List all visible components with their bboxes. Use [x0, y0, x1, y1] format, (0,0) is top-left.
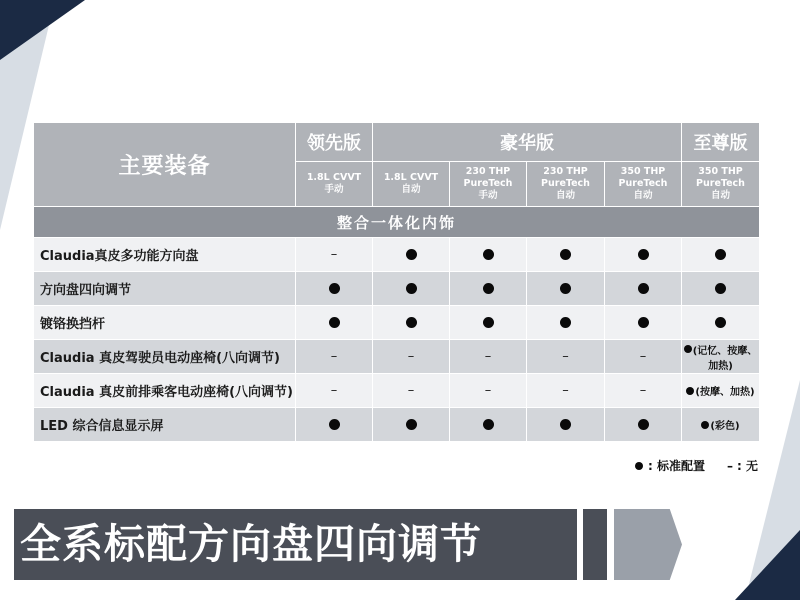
standard-dot-icon [560, 317, 571, 328]
trim-transmission: 自动 [710, 190, 730, 201]
legend-none-symbol: – [727, 458, 734, 473]
caption-stripe-dark [583, 509, 607, 580]
not-available-dash: – [484, 349, 492, 364]
trim-cell [296, 408, 373, 442]
standard-dot-icon [684, 345, 692, 353]
trim-header-6 [682, 162, 760, 207]
trim-cell [373, 306, 450, 340]
trim-header-3 [450, 162, 527, 207]
standard-dot-icon [715, 249, 726, 260]
standard-dot-icon [686, 387, 694, 395]
trim-engine-sub: PureTech [463, 178, 513, 189]
trim-header-4 [527, 162, 605, 207]
standard-dot-icon [406, 283, 417, 294]
caption-banner: 全系标配方向盘四向调节 [14, 509, 577, 580]
trim-engine: 230 THP [465, 166, 511, 177]
feature-label: Claudia 真皮前排乘客电动座椅(八向调节) [34, 374, 296, 408]
feature-label: Claudia真皮多功能方向盘 [34, 238, 296, 272]
equipment-note: (按摩、加热) [695, 387, 755, 398]
legend [635, 457, 758, 474]
trim-cell [682, 374, 760, 408]
caption-arrow-stripe [614, 509, 682, 580]
standard-dot-icon [483, 419, 494, 430]
trim-cell [605, 238, 682, 272]
standard-dot-icon [638, 283, 649, 294]
not-available-dash: – [407, 383, 415, 398]
table-row [34, 408, 760, 442]
standard-dot-icon [406, 317, 417, 328]
trim-cell [373, 238, 450, 272]
trim-cell [682, 340, 760, 374]
equipment-note: (记忆、按摩、加热) [692, 345, 758, 372]
trim-engine: 1.8L CVVT [306, 172, 362, 183]
standard-dot-icon [483, 283, 494, 294]
standard-dot-icon [560, 419, 571, 430]
standard-dot-icon [560, 283, 571, 294]
trim-engine: 230 THP [543, 166, 588, 177]
trim-header-1 [296, 162, 373, 207]
group-header-supreme: 至尊版 [682, 123, 760, 162]
not-available-dash: – [639, 349, 647, 364]
trim-engine-sub: PureTech [696, 178, 745, 189]
trim-cell [296, 238, 373, 272]
trim-transmission: 手动 [478, 190, 498, 201]
equipment-note: (彩色) [710, 421, 740, 432]
trim-cell [296, 374, 373, 408]
not-available-dash: – [562, 349, 569, 364]
trim-cell [682, 272, 760, 306]
not-available-dash: – [330, 349, 338, 364]
trim-cell [373, 408, 450, 442]
standard-dot-icon [329, 419, 340, 430]
trim-cell [682, 238, 760, 272]
trim-cell [527, 340, 605, 374]
table-row [34, 238, 760, 272]
trim-engine-sub: PureTech [541, 178, 590, 189]
trim-transmission: 自动 [633, 190, 653, 201]
feature-label: Claudia 真皮驾驶员电动座椅(八向调节) [34, 340, 296, 374]
trim-cell [450, 374, 527, 408]
trim-engine: 350 THP [620, 166, 666, 177]
trim-cell [450, 340, 527, 374]
decor-triangle-top-left-dark [0, 0, 85, 60]
standard-dot-icon [715, 283, 726, 294]
trim-cell [450, 238, 527, 272]
table-row [34, 374, 760, 408]
trim-cell [527, 306, 605, 340]
trim-cell [682, 306, 760, 340]
trim-engine-sub: PureTech [618, 178, 668, 189]
legend-standard-label: : 标准配置 [648, 459, 706, 473]
section-title: 整合一体化内饰 [34, 207, 760, 238]
trim-cell [605, 306, 682, 340]
trim-engine: 1.8L CVVT [383, 172, 439, 183]
trim-cell [373, 272, 450, 306]
group-header-luxury: 豪华版 [373, 123, 682, 162]
trim-cell [605, 374, 682, 408]
not-available-dash: – [330, 383, 338, 398]
not-available-dash: – [484, 383, 492, 398]
not-available-dash: – [330, 247, 338, 262]
trim-transmission: 手动 [324, 184, 344, 195]
standard-dot-icon [701, 421, 709, 429]
table-row [34, 306, 760, 340]
trim-header-2 [373, 162, 450, 207]
trim-cell [296, 306, 373, 340]
group-header-leading: 领先版 [296, 123, 373, 162]
trim-cell [296, 272, 373, 306]
trim-cell [527, 272, 605, 306]
not-available-dash: – [639, 383, 647, 398]
feature-label: LED 综合信息显示屏 [34, 408, 296, 442]
trim-cell [682, 408, 760, 442]
standard-dot-icon [406, 419, 417, 430]
standard-dot-icon [715, 317, 726, 328]
feature-label: 镀铬换挡杆 [34, 306, 296, 340]
trim-cell [527, 374, 605, 408]
standard-dot-icon [329, 283, 340, 294]
table-row [34, 272, 760, 306]
trim-header-5 [605, 162, 682, 207]
decor-triangle-bottom-right-dark [735, 530, 800, 600]
trim-engine: 350 THP [698, 166, 743, 177]
standard-dot-icon [560, 249, 571, 260]
table-body [34, 238, 760, 442]
trim-cell [605, 340, 682, 374]
standard-dot-icon [406, 249, 417, 260]
header-group-row [34, 123, 760, 162]
standard-dot-icon [635, 462, 643, 470]
legend-none-label: : 无 [737, 459, 758, 473]
standard-dot-icon [638, 419, 649, 430]
trim-cell [373, 374, 450, 408]
trim-transmission: 自动 [401, 184, 421, 195]
feature-label: 方向盘四向调节 [34, 272, 296, 306]
standard-dot-icon [483, 249, 494, 260]
not-available-dash: – [407, 349, 415, 364]
spec-table [33, 122, 760, 442]
trim-cell [373, 340, 450, 374]
standard-dot-icon [329, 317, 340, 328]
section-row [34, 207, 760, 238]
standard-dot-icon [638, 249, 649, 260]
trim-cell [605, 408, 682, 442]
trim-cell [605, 272, 682, 306]
standard-dot-icon [483, 317, 494, 328]
trim-cell [450, 408, 527, 442]
trim-cell [527, 408, 605, 442]
trim-transmission: 自动 [555, 190, 575, 201]
main-equipment-header: 主要装备 [34, 123, 296, 207]
standard-dot-icon [638, 317, 649, 328]
trim-cell [527, 238, 605, 272]
trim-cell [450, 306, 527, 340]
table-row [34, 340, 760, 374]
trim-cell [450, 272, 527, 306]
not-available-dash: – [562, 383, 569, 398]
trim-cell [296, 340, 373, 374]
